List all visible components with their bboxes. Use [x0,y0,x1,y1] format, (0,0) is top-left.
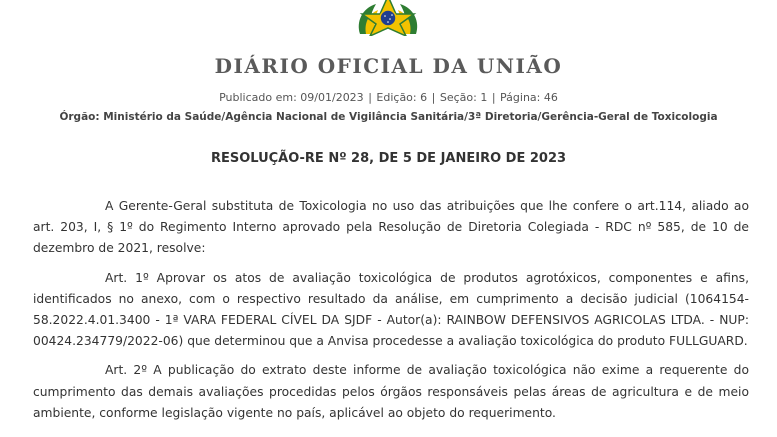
section-number: Seção: 1 [439,91,488,104]
page-number: Página: 46 [500,91,558,104]
document-body [33,196,749,432]
coat-of-arms-icon [352,0,424,36]
paragraph-article-1: Art. 1º Aprovar os atos de avaliação toxicológica de produtos agrotóxicos, componentes e afins, identificados no anexo, com o respectivo resultado da análise, em cumprimento a decisão judicial (1064154-58.2022.4.01.3400 - 1ª VARA FEDERAL CÍVEL DA SJDF - Autor(a): RAINBOW DEFENSIVOS AGRICOLAS LTDA. - NUP: 00424.234779/2022-06) que determinou que a Anvisa procedesse a avaliação toxicológica do produto FULLGUARD. [33,270,749,349]
publication-info [0,91,777,104]
document-title: RESOLUÇÃO-RE Nº 28, DE 5 DE JANEIRO DE 2023 [210,151,567,166]
paragraph-preamble: A Gerente-Geral substituta de Toxicologia no uso das atribuições que lhe confere o art.114, aliado ao art. 203, I, § 1º do Regimento Interno aprovado pela Resolução de Diretoria Colegiada - RDC nº 585, de 10 de dezembro de 2021, resolve: [33,199,749,256]
paragraph-article-2: Art. 2º A publicação do extrato deste informe de avaliação toxicológica não exime a requerente do cumprimento das demais avaliações procedidas pelos órgãos responsáveis pelas áreas de agricultura e de meio ambiente, conforme legislação vigente no país, aplicável ao objeto do requerimento. [33,363,749,420]
separator: | [491,91,496,104]
separator: | [431,91,436,104]
separator: | [368,91,372,104]
edition-number: Edição: 6 [376,91,428,104]
issuing-organ: Órgão: Ministério da Saúde/Agência Nacional de Vigilância Sanitária/3ª Diretoria/Gerência-Geral de Toxicologia [59,111,718,123]
published-date: Publicado em: 09/01/2023 [219,91,364,104]
masthead-title: DIÁRIO OFICIAL DA UNIÃO [214,54,563,78]
